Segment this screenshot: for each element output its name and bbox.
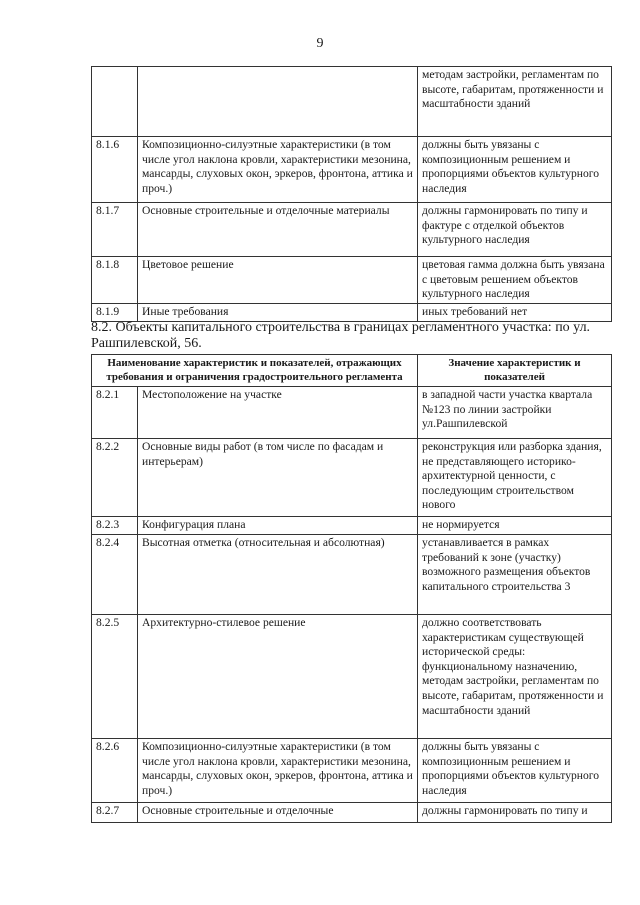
row-number: 8.2.4 — [92, 535, 138, 615]
row-characteristic: Основные виды работ (в том числе по фасадам и интерьерам) — [138, 439, 418, 517]
row-number: 8.1.9 — [92, 303, 138, 321]
table-body — [92, 387, 612, 823]
page-number: 9 — [316, 36, 324, 51]
table-header-row — [92, 355, 612, 387]
row-number: 8.1.8 — [92, 257, 138, 304]
table-row — [92, 67, 612, 137]
row-value: должны гармонировать по типу и фактуре с отделкой объектов культурного наследия — [418, 203, 612, 257]
table-row — [92, 387, 612, 439]
row-characteristic: Цветовое решение — [138, 257, 418, 304]
row-number: 8.2.5 — [92, 615, 138, 739]
row-characteristic: Основные строительные и отделочные — [138, 803, 418, 823]
header-characteristic-name: Наименование характеристик и показателей, отражающих требования и ограничения градостроительного регламента — [92, 355, 418, 387]
row-number: 8.1.6 — [92, 137, 138, 203]
row-number: 8.2.3 — [92, 517, 138, 535]
row-value: должно соответствовать характеристикам существующей исторической среды: функциональному назначению, методам застройки, регламентам по высоте, габаритам, протяженности и масштабности зданий — [418, 615, 612, 739]
row-number: 8.2.2 — [92, 439, 138, 517]
row-number: 8.2.1 — [92, 387, 138, 439]
requirements-table-8-2 — [91, 354, 612, 823]
table-row — [92, 303, 612, 321]
row-value: методам застройки, регламентам по высоте, габаритам, протяженности и масштабности зданий — [418, 67, 612, 137]
table-row — [92, 739, 612, 803]
row-characteristic: Местоположение на участке — [138, 387, 418, 439]
table-row — [92, 203, 612, 257]
row-value: в западной части участка квартала №123 по линии застройки ул.Рашпилевской — [418, 387, 612, 439]
row-characteristic: Архитектурно-стилевое решение — [138, 615, 418, 739]
row-value: должны быть увязаны с композиционным решением и пропорциями объектов культурного наследия — [418, 137, 612, 203]
row-number: 8.2.6 — [92, 739, 138, 803]
row-characteristic — [138, 67, 418, 137]
row-value: иных требований нет — [418, 303, 612, 321]
table-row — [92, 137, 612, 203]
row-number: 8.1.7 — [92, 203, 138, 257]
row-characteristic: Композиционно-силуэтные характеристики (в том числе угол наклона кровли, характеристики мезонина, мансарды, слуховых окон, эркеров, фронтона, аттика и проч.) — [138, 739, 418, 803]
row-number — [92, 67, 138, 137]
row-value: не нормируется — [418, 517, 612, 535]
table-row — [92, 535, 612, 615]
row-value: цветовая гамма должна быть увязана с цветовым решением объектов культурного наследия — [418, 257, 612, 304]
row-characteristic: Основные строительные и отделочные материалы — [138, 203, 418, 257]
requirements-table-8-1 — [91, 66, 612, 322]
row-value: устанавливается в рамках требований к зоне (участку) возможного размещения объектов капитального строительства 3 — [418, 535, 612, 615]
row-number: 8.2.7 — [92, 803, 138, 823]
table-row — [92, 257, 612, 304]
table-row — [92, 439, 612, 517]
row-value: должны быть увязаны с композиционным решением и пропорциями объектов культурного наследия — [418, 739, 612, 803]
row-value: реконструкция или разборка здания, не представляющего историко-архитектурной ценности, с последующим строительством нового — [418, 439, 612, 517]
table-row — [92, 803, 612, 823]
row-characteristic: Конфигурация плана — [138, 517, 418, 535]
table-row — [92, 517, 612, 535]
header-characteristic-value: Значение характеристик и показателей — [418, 355, 612, 387]
row-characteristic: Высотная отметка (относительная и абсолютная) — [138, 535, 418, 615]
table-row — [92, 615, 612, 739]
table-body — [92, 67, 612, 322]
row-value: должны гармонировать по типу и — [418, 803, 612, 823]
row-characteristic: Иные требования — [138, 303, 418, 321]
section-heading: 8.2. Объекты капитального строительства в границах регламентного участка: по ул. Рашпилевской, 56. — [91, 320, 591, 351]
row-characteristic: Композиционно-силуэтные характеристики (в том числе угол наклона кровли, характеристики мезонина, мансарды, слуховых окон, эркеров, фронтона, аттика и проч.) — [138, 137, 418, 203]
